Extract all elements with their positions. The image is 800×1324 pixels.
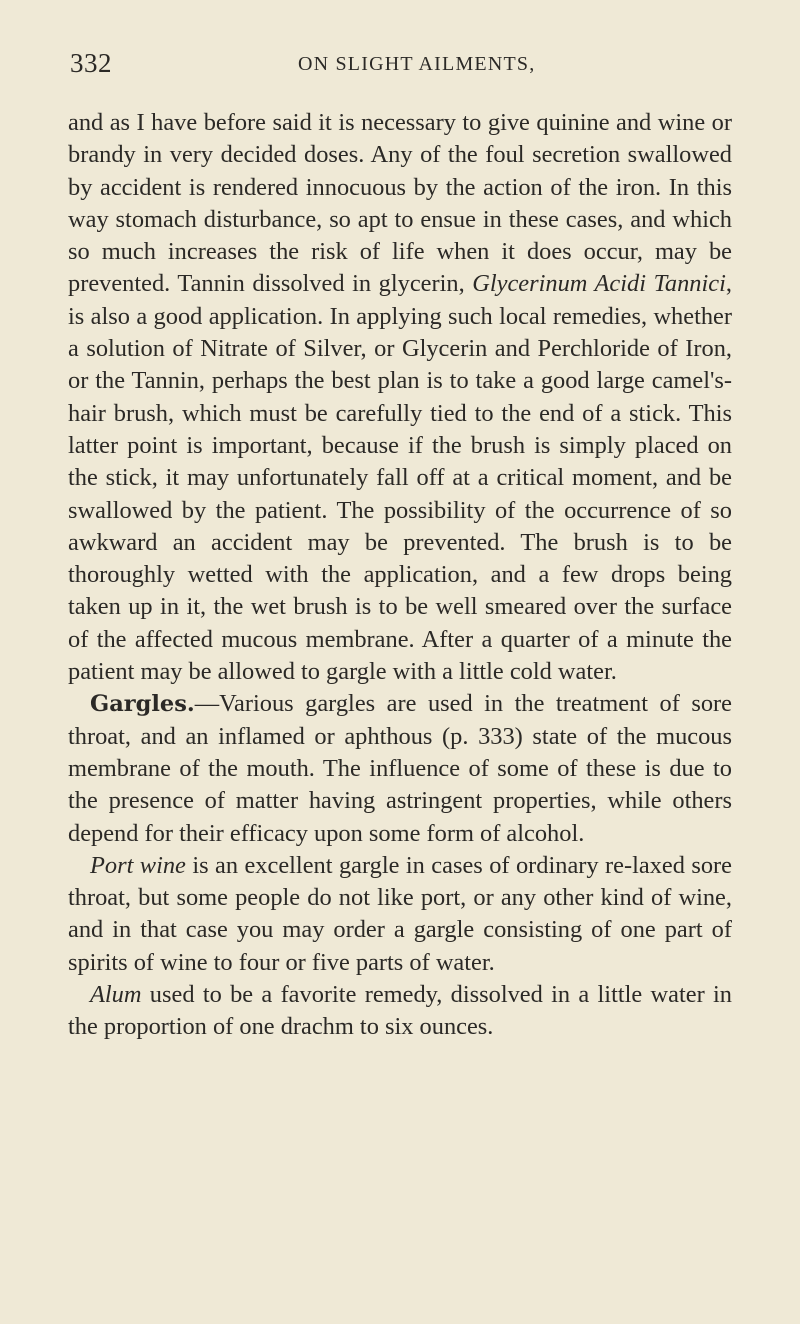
p3-text: is an excellent gargle in cases of ordinary re-laxed sore throat, but some people do not like port, or any other kind of wine, and in that case you may order a gargle consisting of one part of spirits of wine to four or five parts of water. xyxy=(68,851,732,976)
page-number: 332 xyxy=(70,48,112,78)
section-heading-gargles: Gargles. xyxy=(90,691,195,718)
paragraph-continued xyxy=(68,107,732,688)
paragraph-alum xyxy=(68,979,732,1044)
p1-latin-name: Glycerinum Acidi Tannici xyxy=(472,270,726,298)
p4-text: used to be a favorite remedy, dissolved in a little water in the proportion of one drachm to six ounces. xyxy=(68,981,732,1041)
p1-text-a: and as I have before said it is necessary to give quinine and wine or brandy in very decided doses. Any of the foul secretion swallowed by accident is rendered innocuous by the action of the iron. In this way stomach disturbance, so apt to ensue in these cases, and which so much increases the risk of life when it does occur, may be prevented. Tannin dissolved in glycerin, xyxy=(68,109,732,298)
body-text xyxy=(68,107,732,1044)
running-title: ON SLIGHT AILMENTS, xyxy=(298,53,536,75)
paragraph-gargles xyxy=(68,688,732,849)
running-head xyxy=(70,48,730,82)
p4-term: Alum xyxy=(90,981,142,1009)
paragraph-port-wine xyxy=(68,850,732,979)
p2-text: —Various gargles are used in the treatment of sore throat, and an inflamed or aphthous (p. 333) state of the mucous membrane of the mouth. The influence of some of these is due to the presence of matter having astringent properties, while others depend for their efficacy upon some form of alcohol. xyxy=(68,690,732,847)
p3-term: Port wine xyxy=(90,851,186,879)
p1-text-b: , is also a good application. In applying such local remedies, whether a solution of Nitrate of Silver, or Glycerin and Perchloride of Iron, or the Tannin, perhaps the best plan is to take a good large camel's-hair brush, which must be carefully tied to the end of a stick. This latter point is important, because if the brush is simply placed on the stick, it may unfortunately fall off at a critical moment, and be swallowed by the patient. The possibility of the occurrence of so awkward an accident may be prevented. The brush is to be thoroughly wetted with the application, and a few drops being taken up in it, the wet brush is to be well smeared over the surface of the affected mucous membrane. After a quarter of a minute the patient may be allowed to gargle with a little cold water. xyxy=(68,270,732,686)
